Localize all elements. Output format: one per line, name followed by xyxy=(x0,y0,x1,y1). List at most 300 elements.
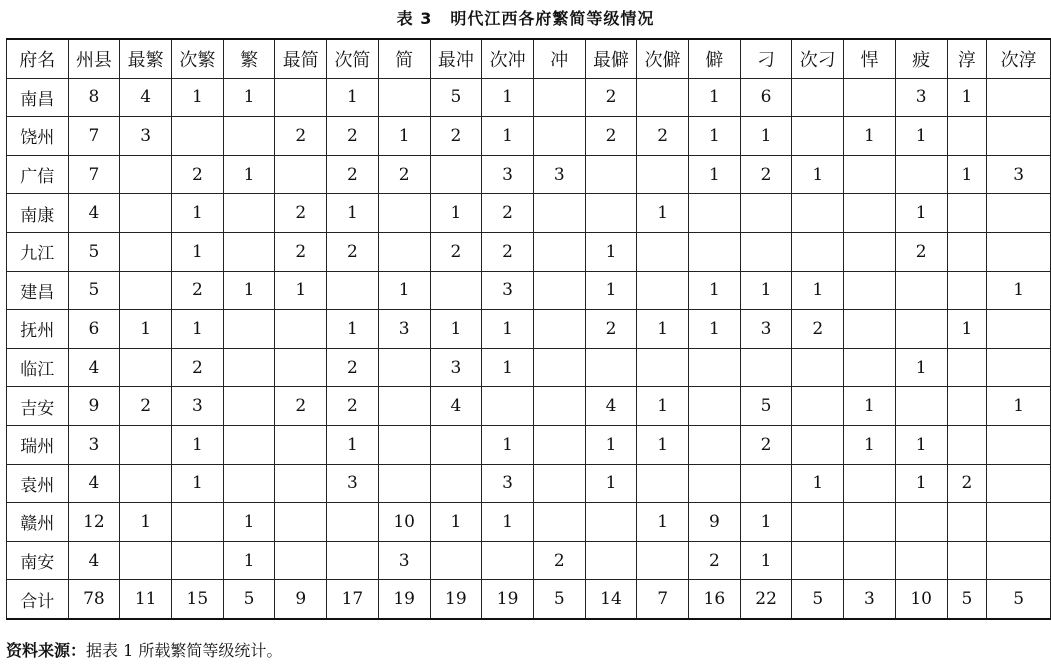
table-cell: 1 xyxy=(223,541,275,580)
table-cell: 2 xyxy=(585,310,637,349)
table-cell xyxy=(327,541,379,580)
column-header: 最简 xyxy=(275,39,327,78)
table-cell xyxy=(223,464,275,503)
table-cell xyxy=(947,348,987,387)
table-cell: 1 xyxy=(637,387,689,426)
table-cell xyxy=(689,464,741,503)
table-cell: 1 xyxy=(947,155,987,194)
table-cell xyxy=(120,155,172,194)
table-cell: 1 xyxy=(637,194,689,233)
table-cell xyxy=(844,503,896,542)
column-header: 最僻 xyxy=(585,39,637,78)
table-cell: 1 xyxy=(327,425,379,464)
table-cell: 1 xyxy=(637,503,689,542)
table-cell xyxy=(947,117,987,156)
table-cell: 3 xyxy=(120,117,172,156)
table-cell: 2 xyxy=(275,117,327,156)
table-cell xyxy=(792,387,844,426)
table-cell: 1 xyxy=(430,310,482,349)
table-cell xyxy=(120,425,172,464)
table-cell xyxy=(947,271,987,310)
table-cell: 1 xyxy=(637,425,689,464)
table-row xyxy=(7,425,1051,464)
table-cell xyxy=(740,194,792,233)
table-cell: 4 xyxy=(120,78,172,117)
header-row xyxy=(7,39,1051,78)
table-cell xyxy=(740,232,792,271)
table-cell: 1 xyxy=(987,271,1051,310)
table-cell xyxy=(844,78,896,117)
column-header: 最繁 xyxy=(120,39,172,78)
prefecture-name-cell: 南安 xyxy=(7,541,69,580)
table-cell xyxy=(987,194,1051,233)
table-cell xyxy=(378,464,430,503)
table-row xyxy=(7,232,1051,271)
table-cell xyxy=(172,541,224,580)
table-cell xyxy=(120,271,172,310)
table-cell: 1 xyxy=(327,310,379,349)
table-cell xyxy=(430,271,482,310)
table-cell xyxy=(895,387,947,426)
prefecture-grade-table xyxy=(6,38,1051,620)
table-cell xyxy=(378,232,430,271)
table-cell xyxy=(895,155,947,194)
table-cell: 1 xyxy=(223,503,275,542)
table-cell: 3 xyxy=(430,348,482,387)
table-cell xyxy=(844,310,896,349)
table-cell xyxy=(844,541,896,580)
table-cell: 1 xyxy=(223,271,275,310)
table-cell xyxy=(844,271,896,310)
table-cell: 1 xyxy=(740,271,792,310)
table-cell: 9 xyxy=(275,580,327,619)
table-cell xyxy=(740,348,792,387)
table-cell: 4 xyxy=(585,387,637,426)
table-cell: 1 xyxy=(740,503,792,542)
table-cell xyxy=(482,387,534,426)
table-cell xyxy=(223,194,275,233)
table-cell xyxy=(223,425,275,464)
prefecture-name-cell: 瑞州 xyxy=(7,425,69,464)
source-note-label: 资料来源： xyxy=(6,641,87,660)
table-cell: 1 xyxy=(482,117,534,156)
prefecture-name-cell: 赣州 xyxy=(7,503,69,542)
table-cell: 1 xyxy=(792,271,844,310)
column-header: 州县 xyxy=(68,39,120,78)
table-cell: 5 xyxy=(987,580,1051,619)
table-cell: 2 xyxy=(585,78,637,117)
table-cell: 14 xyxy=(585,580,637,619)
table-cell: 1 xyxy=(482,425,534,464)
table-cell: 1 xyxy=(689,271,741,310)
prefecture-name-cell: 九江 xyxy=(7,232,69,271)
table-cell: 1 xyxy=(223,155,275,194)
table-cell xyxy=(430,541,482,580)
table-cell xyxy=(172,117,224,156)
table-cell: 5 xyxy=(533,580,585,619)
table-row xyxy=(7,271,1051,310)
table-cell xyxy=(430,155,482,194)
table-cell xyxy=(120,464,172,503)
table-cell: 2 xyxy=(172,348,224,387)
table-cell xyxy=(275,310,327,349)
table-cell: 1 xyxy=(844,387,896,426)
table-cell xyxy=(120,541,172,580)
table-cell: 2 xyxy=(740,155,792,194)
column-header: 繁 xyxy=(223,39,275,78)
table-cell xyxy=(223,387,275,426)
prefecture-name-cell: 饶州 xyxy=(7,117,69,156)
table-cell xyxy=(223,117,275,156)
source-note-text: 据表 1 所载繁简等级统计。 xyxy=(86,641,283,660)
table-cell: 2 xyxy=(792,310,844,349)
column-header: 简 xyxy=(378,39,430,78)
table-cell: 1 xyxy=(430,194,482,233)
table-cell xyxy=(895,310,947,349)
table-cell: 2 xyxy=(172,271,224,310)
table-cell xyxy=(378,387,430,426)
table-cell: 4 xyxy=(68,194,120,233)
table-title xyxy=(0,6,1051,29)
table-cell xyxy=(327,271,379,310)
table-cell: 1 xyxy=(585,232,637,271)
total-row xyxy=(7,580,1051,619)
table-row xyxy=(7,310,1051,349)
source-note xyxy=(6,638,282,661)
table-cell xyxy=(844,464,896,503)
table-cell xyxy=(689,348,741,387)
table-cell: 1 xyxy=(327,194,379,233)
table-cell: 3 xyxy=(327,464,379,503)
table-cell: 19 xyxy=(482,580,534,619)
table-cell: 1 xyxy=(844,425,896,464)
table-cell: 3 xyxy=(172,387,224,426)
table-cell: 3 xyxy=(482,271,534,310)
table-cell: 6 xyxy=(740,78,792,117)
table-cell: 7 xyxy=(68,155,120,194)
table-cell xyxy=(689,425,741,464)
column-header: 次繁 xyxy=(172,39,224,78)
table-title-text: 明代江西各府繁简等级情况 xyxy=(450,9,655,28)
table-cell: 15 xyxy=(172,580,224,619)
table-cell xyxy=(792,78,844,117)
table-cell: 1 xyxy=(895,194,947,233)
table-cell xyxy=(275,78,327,117)
table-cell xyxy=(585,194,637,233)
table-cell: 1 xyxy=(689,310,741,349)
table-cell: 1 xyxy=(223,78,275,117)
table-row xyxy=(7,541,1051,580)
table-cell: 2 xyxy=(533,541,585,580)
table-cell: 1 xyxy=(378,271,430,310)
table-cell xyxy=(172,503,224,542)
table-cell xyxy=(585,348,637,387)
table-cell xyxy=(637,78,689,117)
table-cell xyxy=(533,271,585,310)
table-cell: 2 xyxy=(327,232,379,271)
table-cell: 10 xyxy=(895,580,947,619)
table-cell: 1 xyxy=(895,464,947,503)
table-cell: 3 xyxy=(533,155,585,194)
table-cell: 3 xyxy=(378,541,430,580)
table-cell xyxy=(275,348,327,387)
table-cell xyxy=(223,232,275,271)
table-cell: 1 xyxy=(740,541,792,580)
table-cell xyxy=(689,387,741,426)
table-cell xyxy=(947,425,987,464)
table-cell: 1 xyxy=(275,271,327,310)
table-cell xyxy=(947,503,987,542)
table-cell: 1 xyxy=(844,117,896,156)
table-cell xyxy=(275,155,327,194)
prefecture-name-cell: 合计 xyxy=(7,580,69,619)
table-cell xyxy=(533,503,585,542)
table-cell: 9 xyxy=(68,387,120,426)
table-cell: 3 xyxy=(844,580,896,619)
table-row xyxy=(7,117,1051,156)
table-cell: 1 xyxy=(740,117,792,156)
table-cell: 10 xyxy=(378,503,430,542)
table-cell xyxy=(844,194,896,233)
prefecture-name-cell: 抚州 xyxy=(7,310,69,349)
table-row xyxy=(7,155,1051,194)
table-cell: 3 xyxy=(740,310,792,349)
prefecture-name-cell: 南昌 xyxy=(7,78,69,117)
table-cell xyxy=(792,348,844,387)
table-cell xyxy=(792,425,844,464)
table-cell: 5 xyxy=(68,232,120,271)
table-cell xyxy=(895,503,947,542)
table-cell: 1 xyxy=(482,78,534,117)
table-cell: 1 xyxy=(585,464,637,503)
table-row xyxy=(7,387,1051,426)
column-header: 次刁 xyxy=(792,39,844,78)
table-cell: 2 xyxy=(327,117,379,156)
table-cell: 1 xyxy=(172,310,224,349)
table-cell: 1 xyxy=(689,155,741,194)
table-cell xyxy=(378,348,430,387)
table-cell: 2 xyxy=(895,232,947,271)
table-cell: 1 xyxy=(172,425,224,464)
table-cell: 1 xyxy=(895,117,947,156)
table-cell: 1 xyxy=(792,464,844,503)
table-cell xyxy=(275,541,327,580)
table-cell: 2 xyxy=(275,387,327,426)
table-cell: 1 xyxy=(172,464,224,503)
table-cell: 2 xyxy=(689,541,741,580)
table-cell xyxy=(987,310,1051,349)
table-cell xyxy=(430,464,482,503)
column-header: 淳 xyxy=(947,39,987,78)
table-cell xyxy=(533,232,585,271)
table-cell xyxy=(533,348,585,387)
table-cell xyxy=(792,541,844,580)
table-cell: 2 xyxy=(430,117,482,156)
table-cell xyxy=(987,503,1051,542)
prefecture-name-cell: 建昌 xyxy=(7,271,69,310)
table-cell: 1 xyxy=(895,425,947,464)
table-cell: 2 xyxy=(637,117,689,156)
table-cell: 4 xyxy=(68,348,120,387)
table-cell xyxy=(482,541,534,580)
table-cell xyxy=(987,464,1051,503)
table-cell xyxy=(844,155,896,194)
table-cell xyxy=(275,425,327,464)
table-cell: 5 xyxy=(792,580,844,619)
table-cell: 2 xyxy=(275,232,327,271)
table-cell: 6 xyxy=(68,310,120,349)
column-header: 冲 xyxy=(533,39,585,78)
table-cell xyxy=(689,232,741,271)
table-cell: 1 xyxy=(172,194,224,233)
table-cell xyxy=(987,348,1051,387)
column-header: 次简 xyxy=(327,39,379,78)
table-cell xyxy=(533,78,585,117)
table-cell: 1 xyxy=(947,310,987,349)
table-cell: 11 xyxy=(120,580,172,619)
table-cell xyxy=(533,310,585,349)
column-header: 次僻 xyxy=(637,39,689,78)
table-cell xyxy=(120,232,172,271)
table-cell: 1 xyxy=(792,155,844,194)
table-cell xyxy=(533,464,585,503)
column-header: 次冲 xyxy=(482,39,534,78)
table-cell xyxy=(987,425,1051,464)
table-cell: 2 xyxy=(430,232,482,271)
column-header: 刁 xyxy=(740,39,792,78)
table-cell: 1 xyxy=(378,117,430,156)
table-cell xyxy=(844,348,896,387)
table-cell xyxy=(585,155,637,194)
table-cell: 2 xyxy=(482,232,534,271)
table-cell: 1 xyxy=(637,310,689,349)
table-cell: 1 xyxy=(172,232,224,271)
table-cell: 7 xyxy=(637,580,689,619)
table-cell xyxy=(895,271,947,310)
table-cell: 1 xyxy=(482,503,534,542)
table-cell: 3 xyxy=(482,155,534,194)
table-cell: 3 xyxy=(895,78,947,117)
table-number: 表 3 xyxy=(396,9,433,28)
table-cell: 2 xyxy=(327,155,379,194)
table-cell xyxy=(637,541,689,580)
table-cell: 2 xyxy=(585,117,637,156)
table-cell xyxy=(792,117,844,156)
table-cell xyxy=(987,541,1051,580)
table-cell: 1 xyxy=(895,348,947,387)
table-row xyxy=(7,78,1051,117)
table-cell: 19 xyxy=(378,580,430,619)
table-cell: 4 xyxy=(430,387,482,426)
table-cell: 1 xyxy=(689,117,741,156)
table-cell: 1 xyxy=(987,387,1051,426)
table-cell xyxy=(120,348,172,387)
table-cell: 1 xyxy=(689,78,741,117)
column-header: 最冲 xyxy=(430,39,482,78)
table-cell xyxy=(637,348,689,387)
table-cell xyxy=(987,232,1051,271)
table-cell: 2 xyxy=(327,387,379,426)
table-cell: 5 xyxy=(223,580,275,619)
table-cell xyxy=(533,387,585,426)
table-cell: 17 xyxy=(327,580,379,619)
table-cell xyxy=(223,310,275,349)
table-cell xyxy=(947,541,987,580)
table-cell: 1 xyxy=(327,78,379,117)
table-cell xyxy=(378,425,430,464)
table-cell: 2 xyxy=(482,194,534,233)
table-cell: 78 xyxy=(68,580,120,619)
table-cell xyxy=(533,194,585,233)
table-cell: 2 xyxy=(275,194,327,233)
table-cell: 2 xyxy=(172,155,224,194)
table-cell: 9 xyxy=(689,503,741,542)
table-cell: 16 xyxy=(689,580,741,619)
table-row xyxy=(7,348,1051,387)
table-cell: 2 xyxy=(947,464,987,503)
table-cell xyxy=(637,464,689,503)
column-header: 疲 xyxy=(895,39,947,78)
table-cell: 4 xyxy=(68,464,120,503)
table-cell xyxy=(533,117,585,156)
table-cell xyxy=(430,425,482,464)
table-cell xyxy=(120,194,172,233)
table-cell: 1 xyxy=(482,348,534,387)
column-header: 悍 xyxy=(844,39,896,78)
prefecture-name-cell: 临江 xyxy=(7,348,69,387)
table-cell: 2 xyxy=(327,348,379,387)
table-cell xyxy=(533,425,585,464)
table-cell: 7 xyxy=(68,117,120,156)
table-cell xyxy=(585,503,637,542)
table-cell: 1 xyxy=(585,425,637,464)
table-cell xyxy=(378,78,430,117)
prefecture-name-cell: 吉安 xyxy=(7,387,69,426)
table-row xyxy=(7,194,1051,233)
table-cell: 5 xyxy=(68,271,120,310)
column-header: 次淳 xyxy=(987,39,1051,78)
table-cell: 5 xyxy=(947,580,987,619)
table-cell: 1 xyxy=(120,310,172,349)
table-cell: 3 xyxy=(987,155,1051,194)
table-cell xyxy=(792,232,844,271)
table-cell xyxy=(740,464,792,503)
table-cell xyxy=(637,155,689,194)
table-cell: 4 xyxy=(68,541,120,580)
table-cell: 1 xyxy=(172,78,224,117)
table-row xyxy=(7,464,1051,503)
table-cell: 19 xyxy=(430,580,482,619)
table-cell xyxy=(987,78,1051,117)
table-cell: 12 xyxy=(68,503,120,542)
table-cell xyxy=(792,503,844,542)
table-cell: 1 xyxy=(585,271,637,310)
table-cell: 22 xyxy=(740,580,792,619)
table-cell xyxy=(689,194,741,233)
table-row xyxy=(7,503,1051,542)
table-cell: 8 xyxy=(68,78,120,117)
table-cell: 2 xyxy=(740,425,792,464)
column-header: 府名 xyxy=(7,39,69,78)
table-cell xyxy=(275,503,327,542)
table-cell: 2 xyxy=(120,387,172,426)
table-cell xyxy=(792,194,844,233)
table-cell xyxy=(947,387,987,426)
prefecture-name-cell: 南康 xyxy=(7,194,69,233)
table-cell: 3 xyxy=(378,310,430,349)
table-cell xyxy=(275,464,327,503)
prefecture-name-cell: 袁州 xyxy=(7,464,69,503)
